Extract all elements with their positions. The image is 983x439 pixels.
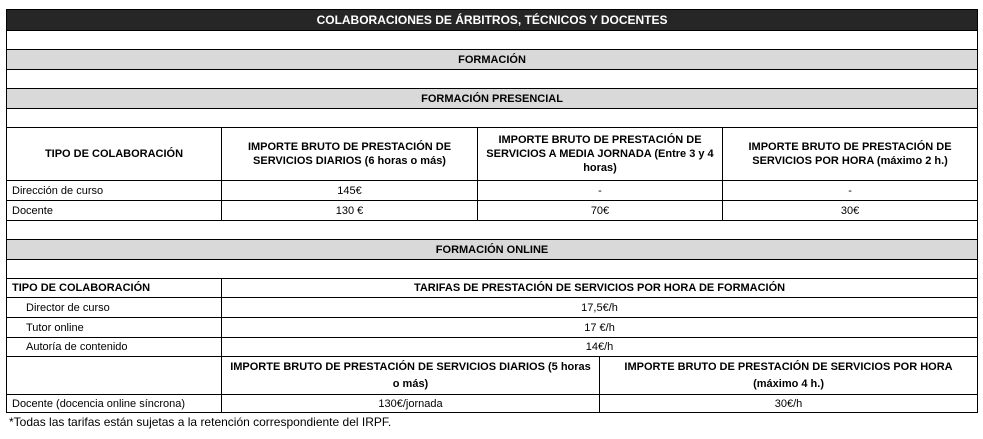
section-heading-formacion: FORMACIÓN xyxy=(7,50,978,70)
table-title: COLABORACIONES DE ÁRBITROS, TÉCNICOS Y DOCENTES xyxy=(7,10,978,31)
header-sync-por-hora: IMPORTE BRUTO DE PRESTACIÓN DE SERVICIOS POR HORA (máximo 4 h.) xyxy=(600,357,978,395)
table-row xyxy=(7,201,978,221)
spacer-row xyxy=(7,31,978,50)
header-tarifas-por-hora: TARIFAS DE PRESTACIÓN DE SERVICIOS POR HORA DE FORMACIÓN xyxy=(222,279,978,298)
online-header-row xyxy=(7,279,978,298)
cell-value: 17 €/h xyxy=(222,318,978,338)
header-tipo-colaboracion: TIPO DE COLABORACIÓN xyxy=(7,128,222,181)
spacer-row xyxy=(7,70,978,89)
spacer-row xyxy=(7,221,978,240)
cell-value: - xyxy=(478,181,723,201)
table-row xyxy=(7,395,978,413)
row-label: Docente xyxy=(7,201,222,221)
table-row xyxy=(7,338,978,357)
section-row xyxy=(7,89,978,109)
table-row xyxy=(7,318,978,338)
row-label: Director de curso xyxy=(7,298,222,318)
section-heading-online: FORMACIÓN ONLINE xyxy=(7,240,978,260)
cell-value: 130 € xyxy=(222,201,478,221)
header-sync-diarios: IMPORTE BRUTO DE PRESTACIÓN DE SERVICIOS DIARIOS (5 horas o más) xyxy=(222,357,600,395)
cell-value: 30€ xyxy=(723,201,978,221)
cell-value: 70€ xyxy=(478,201,723,221)
section-row xyxy=(7,240,978,260)
cell-value: 130€/jornada xyxy=(222,395,600,413)
table-row xyxy=(7,298,978,318)
row-label: Autoría de contenido xyxy=(7,338,222,357)
sync-header-row xyxy=(7,357,978,395)
cell-value: 17,5€/h xyxy=(222,298,978,318)
cell-value: 30€/h xyxy=(600,395,978,413)
row-label: Dirección de curso xyxy=(7,181,222,201)
table-row xyxy=(7,181,978,201)
section-heading-presencial: FORMACIÓN PRESENCIAL xyxy=(7,89,978,109)
spacer-row xyxy=(7,109,978,128)
row-label: Docente (docencia online síncrona) xyxy=(7,395,222,413)
header-servicios-diarios: IMPORTE BRUTO DE PRESTACIÓN DE SERVICIOS DIARIOS (6 horas o más) xyxy=(222,128,478,181)
presencial-header-row xyxy=(7,128,978,181)
cell-value: 145€ xyxy=(222,181,478,201)
cell-value: - xyxy=(723,181,978,201)
footnote: *Todas las tarifas están sujetas a la retención correspondiente del IRPF. xyxy=(9,415,392,429)
header-media-jornada: IMPORTE BRUTO DE PRESTACIÓN DE SERVICIOS A MEDIA JORNADA (Entre 3 y 4 horas) xyxy=(478,128,723,181)
cell-value: 14€/h xyxy=(222,338,978,357)
title-row xyxy=(7,10,978,31)
header-por-hora: IMPORTE BRUTO DE PRESTACIÓN DE SERVICIOS POR HORA (máximo 2 h.) xyxy=(723,128,978,181)
fees-table xyxy=(6,9,978,413)
section-row xyxy=(7,50,978,70)
header-tipo-colaboracion: TIPO DE COLABORACIÓN xyxy=(7,279,222,298)
row-label: Tutor online xyxy=(7,318,222,338)
spacer-row xyxy=(7,260,978,279)
